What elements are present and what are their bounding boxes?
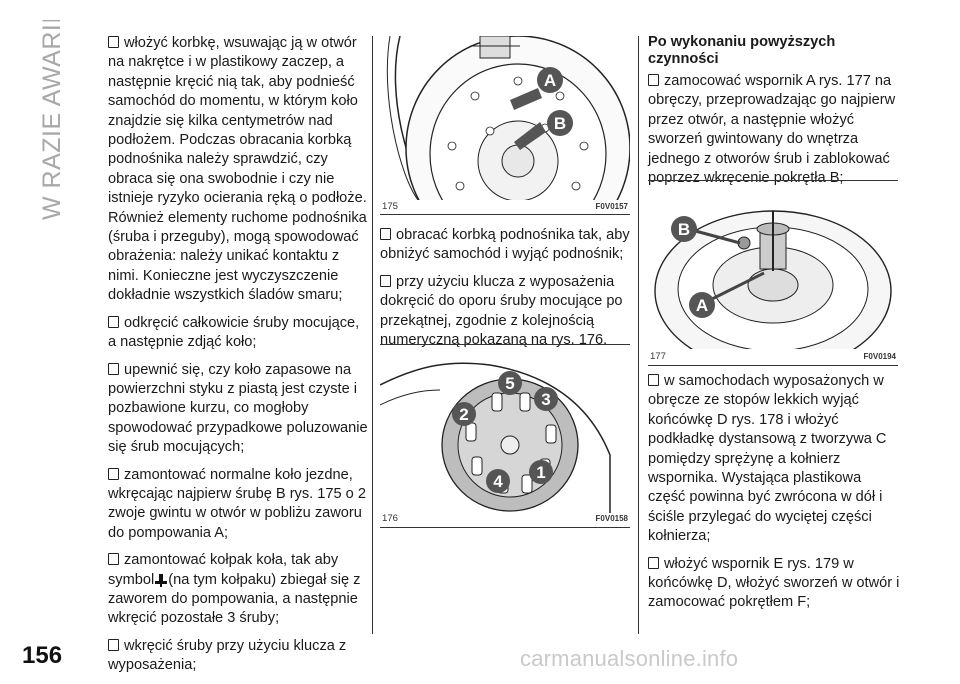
bullet-box-icon (648, 557, 659, 569)
bullet-box-icon (108, 639, 119, 651)
paragraph-text: wkręcić śruby przy użyciu klucza z wyposażenia; (108, 637, 347, 674)
text-column-3 (648, 34, 900, 196)
figure-176-label-2: 2 (459, 405, 469, 424)
valve-symbol-icon (154, 573, 168, 587)
paragraph-text: odkręcić całkowicie śruby mocujące, a następnie zdjąć koło; (108, 314, 360, 351)
bullet-box-icon (380, 275, 391, 287)
figure-176-code: F0V0158 (595, 514, 628, 523)
bullet-box-icon (108, 553, 119, 565)
figure-176-label-4: 4 (493, 472, 503, 491)
column-divider (372, 36, 373, 634)
figure-176 (380, 344, 630, 528)
paragraph-mount-bracket (648, 72, 900, 188)
side-title-text: W RAZIE AWARII (38, 20, 66, 220)
paragraph-text: upewnić się, czy koło zapasowe na powierzchni styku z piastą jest czyste i pozbawione kurzu, co mogłoby spowodować przypadkowe poluzowanie się śrub mocujących; (108, 361, 368, 456)
figure-175-label-b: B (553, 114, 567, 133)
page-number: 156 (22, 642, 63, 669)
paragraph-tighten-bolts (108, 637, 370, 676)
figure-177-number: 177 (650, 351, 667, 362)
figure-177 (648, 180, 898, 366)
bullet-box-icon (108, 36, 119, 48)
figure-177-label-a: A (695, 296, 709, 315)
paragraph-final-tighten (380, 273, 632, 351)
watermark: carmanualsonline.info (520, 646, 739, 671)
column-divider (638, 36, 639, 634)
figure-175-code: F0V0157 (595, 202, 628, 211)
paragraph-text: w samochodach wyposażonych w obręcze ze stopów lekkich wyjąć końcówkę D rys. 178 i włożyć podkładkę dystansową z tworzywa C pomiędzy sprężynę a kołnierz wspornika. Wystająca plastikowa część powinna być zwrócona w dół i ściśle przylegać do wyciętej części kołnierza; (648, 373, 887, 545)
bullet-box-icon (108, 363, 119, 375)
figure-177-code: F0V0194 (863, 352, 896, 361)
paragraph-check-spare (108, 361, 370, 458)
text-column-1 (108, 34, 370, 684)
paragraph-jack-crank (108, 34, 370, 306)
section-heading: Po wykonaniu powyższych czynności (648, 34, 836, 67)
bullet-box-icon (380, 228, 391, 240)
bullet-box-icon (648, 74, 659, 86)
paragraph-mount-hubcap (108, 551, 370, 629)
paragraph-mount-wheel (108, 466, 370, 544)
figure-175-label-a: A (543, 71, 557, 90)
text-column-3-lower (648, 372, 900, 621)
section-side-title (8, 20, 78, 240)
paragraph-text: zamontować kołpak koła, tak aby symbol (108, 552, 339, 588)
paragraph-text: włożyć wspornik E rys. 179 w końcówkę D, włożyć sworzeń w otwór i zamocować pokrętłem F; (648, 555, 900, 611)
figure-175-number: 175 (382, 201, 399, 212)
paragraph-lower-car (380, 226, 632, 265)
paragraph-text: (na tym kołpaku) zbiegał się z zaworem do pompowania, a następnie wkręcić pozostałe 3 śruby; (108, 571, 361, 627)
bullet-box-icon (108, 468, 119, 480)
paragraph-text: zamontować normalne koło jezdne, wkręcając najpierw śrubę B rys. 175 o 2 zwoje gwintu w otwór w pobliżu zaworu do pompowania A; (108, 466, 366, 541)
figure-176-label-3: 3 (541, 390, 551, 409)
paragraph-text: obracać korbką podnośnika tak, aby obniżyć samochód i wyjąć podnośnik; (380, 227, 630, 263)
paragraph-alloy-wheels (648, 372, 900, 547)
paragraph-text: włożyć korbkę, wsuwając ją w otwór na nakrętce i w plastikowy zaczep, a następnie kręcić nią tak, aby podnieść samochód do momentu, w którym koło znajdzie się kilka centymetrów nad podłożem. Podczas obracania korbką podnośnika należy sprawdzić, czy obraca się ona swobodnie i czy nie istnieje ryzyko ocierania ręką o podłoże. Również elementy ruchome podnośnika (śruba i przeguby), mogą spowodować obrażenia: należy unikać kontaktu z nimi. Konieczne jest wyczyszczenie dokładnie wszystkich śladów smaru; (108, 35, 367, 304)
figure-175-illustration (380, 36, 630, 200)
figure-176-label-1: 1 (536, 463, 546, 482)
figure-176-label-5: 5 (505, 374, 515, 393)
text-column-2 (380, 226, 632, 358)
paragraph-text: zamocować wspornik A rys. 177 na obręczy, przeprowadzając go najpierw przez otwór, a następnie włożyć sworzeń gwintowany do wnętrza jednego z otworów śrub i zablokować poprzez wkręcenie pokrętła B; (648, 73, 896, 187)
figure-177-illustration (648, 181, 898, 349)
paragraph-insert-bracket-e (648, 555, 900, 613)
figure-176-illustration (380, 345, 630, 513)
figure-175 (380, 36, 630, 215)
bullet-box-icon (648, 374, 659, 386)
figure-177-label-b: B (677, 220, 691, 239)
paragraph-text: przy użyciu klucza z wyposażenia dokręcić do oporu śruby mocujące po przekątnej, zgodnie z kolejnością numeryczną pokazaną na rys. 176. (380, 273, 623, 349)
bullet-box-icon (108, 316, 119, 328)
paragraph-unscrew-bolts (108, 314, 370, 353)
figure-176-number: 176 (382, 513, 399, 524)
